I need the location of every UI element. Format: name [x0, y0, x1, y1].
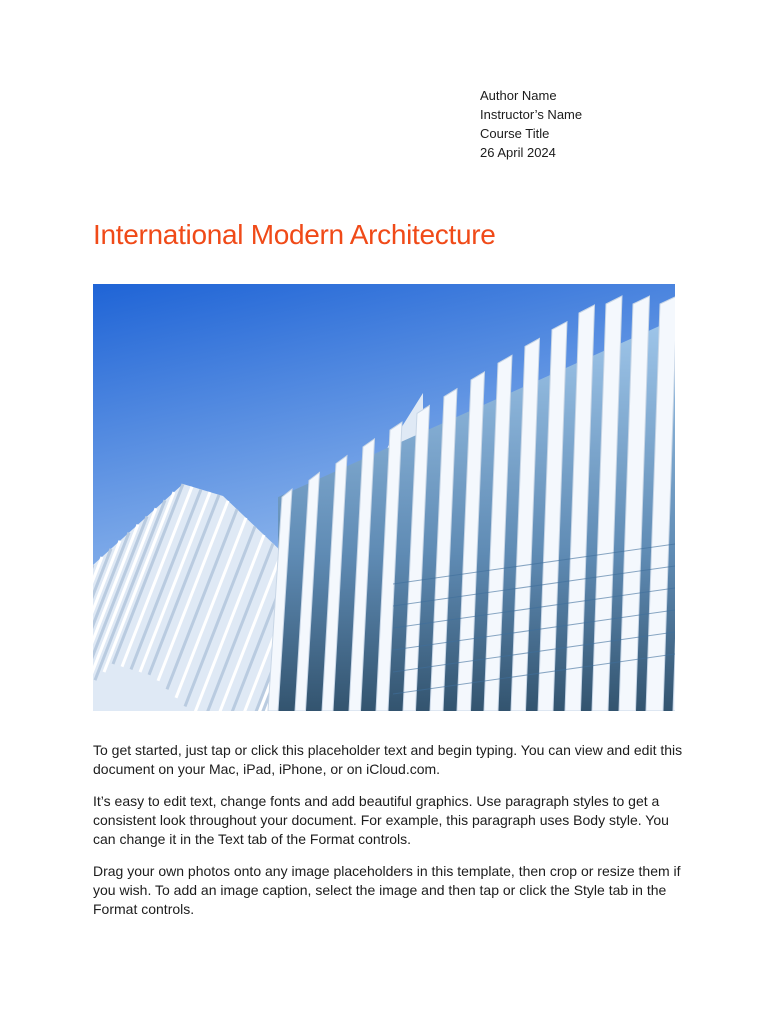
- header-info: [480, 86, 582, 162]
- architecture-photo[interactable]: [93, 284, 675, 711]
- author-name[interactable]: Author Name: [480, 88, 557, 103]
- body-text: [93, 741, 693, 932]
- body-paragraph[interactable]: It’s easy to edit text, change fonts and add beautiful graphics. Use paragraph styles to get a consistent look throughout your document. For example, this paragraph uses Body style. You can change it in the Text tab of the Format controls.: [93, 793, 669, 847]
- body-paragraph[interactable]: To get started, just tap or click this placeholder text and begin typing. You can view and edit this document on your Mac, iPad, iPhone, or on iCloud.com.: [93, 742, 683, 777]
- course-title[interactable]: Course Title: [480, 126, 550, 141]
- instructor-name[interactable]: Instructor’s Name: [480, 107, 583, 122]
- document-date[interactable]: 26 April 2024: [480, 145, 556, 160]
- body-paragraph[interactable]: Drag your own photos onto any image placeholders in this template, then crop or resize them if you wish. To add an image caption, select the image and then tap or click the Style tab in the Format controls.: [93, 863, 681, 917]
- document-title[interactable]: International Modern Architecture: [93, 219, 496, 250]
